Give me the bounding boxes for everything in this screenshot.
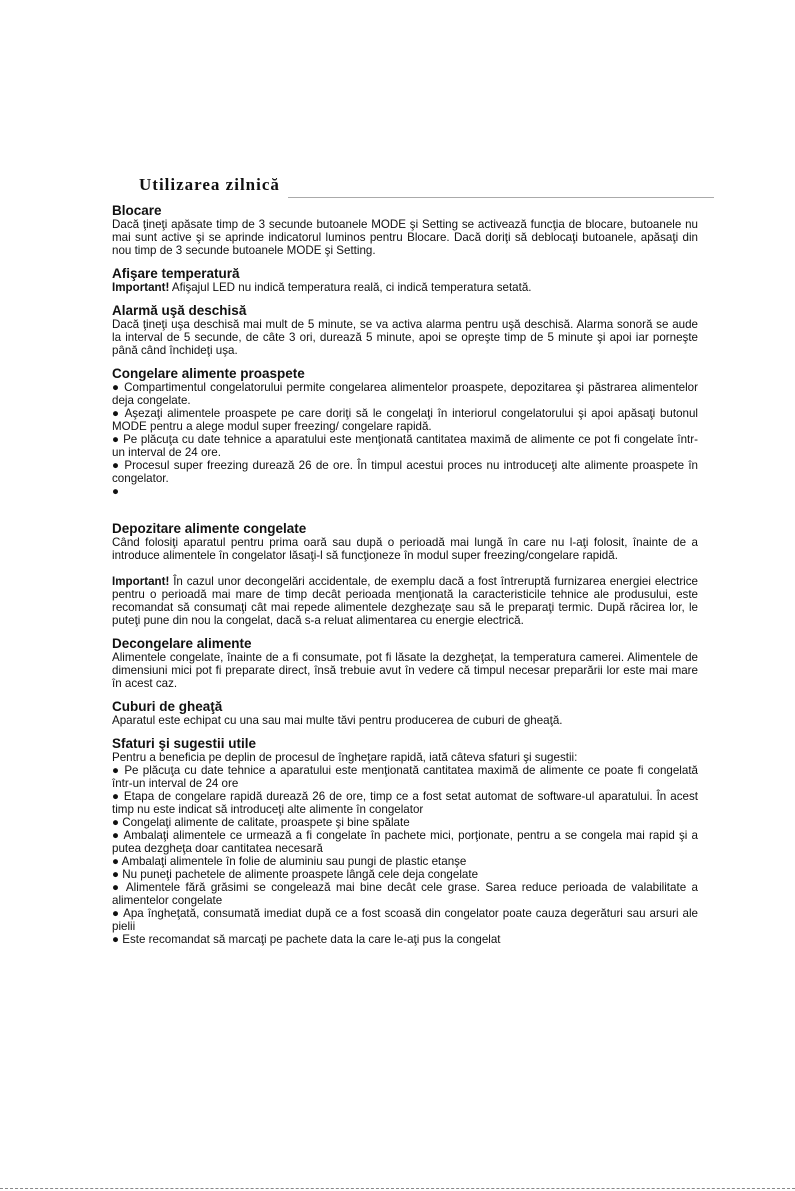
empty-bullet: ● [112, 485, 120, 498]
important-label: Important! [112, 281, 170, 294]
bullet-item: ● Etapa de congelare rapidă durează 26 de ore, timp ce a fost setat automat de software-ul aparatului. În acest timp nu este indicat să introduceţi alte alimente în congelator [112, 790, 698, 816]
paragraph: Pentru a beneficia pe deplin de procesul de îngheţare rapidă, iată câteva sfaturi şi sugestii: [112, 751, 578, 764]
paragraph [112, 281, 698, 294]
page-title: Utilizarea zilnică [139, 175, 280, 194]
section-depozitare [112, 521, 698, 627]
bullet-item: ● Pe plăcuţa cu date tehnice a aparatului este menţionată cantitatea maximă de alimente ce pot fi congelate într-un interval de 24 ore. [112, 433, 698, 459]
section-cuburi-gheata [112, 699, 698, 727]
section-sfaturi [112, 736, 698, 946]
section-heading: Decongelare alimente [112, 636, 252, 651]
bullet-item: ● Este recomandat să marcaţi pe pachete data la care le-aţi pus la congelat [112, 933, 501, 946]
bullet-item: ● Ambalaţi alimentele în folie de aluminiu sau pungi de plastic etanşe [112, 855, 467, 868]
section-afisare-temperatura [112, 266, 698, 294]
title-row [112, 175, 698, 199]
paragraph: Aparatul este echipat cu una sau mai multe tăvi pentru producerea de cuburi de gheaţă. [112, 714, 563, 727]
section-decongelare [112, 636, 698, 690]
bullet-item: ● Compartimentul congelatorului permite congelarea alimentelor proaspete, depozitarea şi păstrarea alimentelor deja congelate. [112, 381, 698, 407]
bullet-item: ● Ambalaţi alimentele ce urmează a fi congelate în pachete mici, porţionate, pentru a se congela mai rapid şi a putea dezgheţa doar cantitatea necesară [112, 829, 698, 855]
important-text: Afişajul LED nu indică temperatura reală, ci indică temperatura setată. [169, 281, 532, 294]
bullet-item: ● Congelaţi alimente de calitate, proaspete şi bine spălate [112, 816, 410, 829]
section-alarma-usa [112, 303, 698, 357]
bullet-item: ● Pe plăcuţa cu date tehnice a aparatului este menţionată cantitatea maximă de alimente ce poate fi congelată într-un interval de 24 ore [112, 764, 698, 790]
bullet-item: ● Procesul super freezing durează 26 de ore. În timpul acestui proces nu introduceţi alte alimente proaspete în congelator. [112, 459, 698, 485]
section-heading: Sfaturi şi sugestii utile [112, 736, 257, 751]
paragraph [112, 575, 698, 627]
bullet-item: ● Nu puneţi pachetele de alimente proaspete lângă cele deja congelate [112, 868, 479, 881]
section-heading: Congelare alimente proaspete [112, 366, 305, 381]
page-bottom-line [0, 1188, 795, 1189]
document-page [112, 175, 698, 946]
section-heading: Alarmă uşă deschisă [112, 303, 247, 318]
important-label: Important! [112, 575, 170, 588]
section-congelare [112, 366, 698, 498]
bullet-item: ● Alimentele fără grăsimi se congelează mai bine decât cele grase. Sarea reduce perioada de valabilitate a alimentelor congelate [112, 881, 698, 907]
bullet-item: ● Aşezaţi alimentele proaspete pe care doriţi să le congelaţi în interiorul congelatorului şi apoi apăsaţi butonul MODE pentru a alege modul super freezing/ congelare rapidă. [112, 407, 698, 433]
paragraph: Când folosiţi aparatul pentru prima oară sau după o perioadă mai lungă în care nu l-aţi folosit, înainte de a introduce alimentele în congelator lăsaţi-l să funcţioneze în modul super freezing/congelare rapidă. [112, 536, 698, 562]
section-heading: Blocare [112, 203, 162, 218]
section-heading: Cuburi de gheaţă [112, 699, 223, 714]
section-heading: Afişare temperatură [112, 266, 240, 281]
section-heading: Depozitare alimente congelate [112, 521, 307, 536]
paragraph: Dacă ţineţi uşa deschisă mai mult de 5 minute, se va activa alarma pentru uşă deschisă. Alarma sonoră se aude la interval de 5 secunde, de câte 3 ori, durează 5 minute, apoi se opreşte timp de 5 minute şi apoi iar porneşte până când închideţi uşa. [112, 318, 698, 357]
paragraph: Dacă ţineţi apăsate timp de 3 secunde butoanele MODE şi Setting se activează funcţia de blocare, butoanele nu mai sunt active şi se aprinde indicatorul luminos pentru Blocare. Dacă doriţi să deblocaţi butoanele, apăsaţi din nou timp de 3 secunde butoanele MODE şi Setting. [112, 218, 698, 257]
section-blocare [112, 203, 698, 257]
bullet-item: ● Apa îngheţată, consumată imediat după ce a fost scoasă din congelator poate cauza degerături sau arsuri ale pielii [112, 907, 698, 933]
paragraph: Alimentele congelate, înainte de a fi consumate, pot fi lăsate la dezgheţat, la temperatura camerei. Alimentele de dimensiuni mici pot fi preparate direct, însă trebuie avut în vedere că timpul necesar preparării lor este mai mare în acest caz. [112, 651, 698, 690]
important-text: În cazul unor decongelări accidentale, de exemplu dacă a fost întreruptă furnizarea energiei electrice pentru o perioadă mai mare de timp decât perioada menţionată la caracteristicile tehnice ale produsului, este recomandat să consumaţi cât mai repede alimentele dezghezaţe sau să le preparaţi termic. După răcirea lor, le puteţi pune din nou la congelat, dacă s-a reluat alimentarea cu energie electrică. [112, 575, 698, 627]
title-rule [288, 197, 714, 198]
